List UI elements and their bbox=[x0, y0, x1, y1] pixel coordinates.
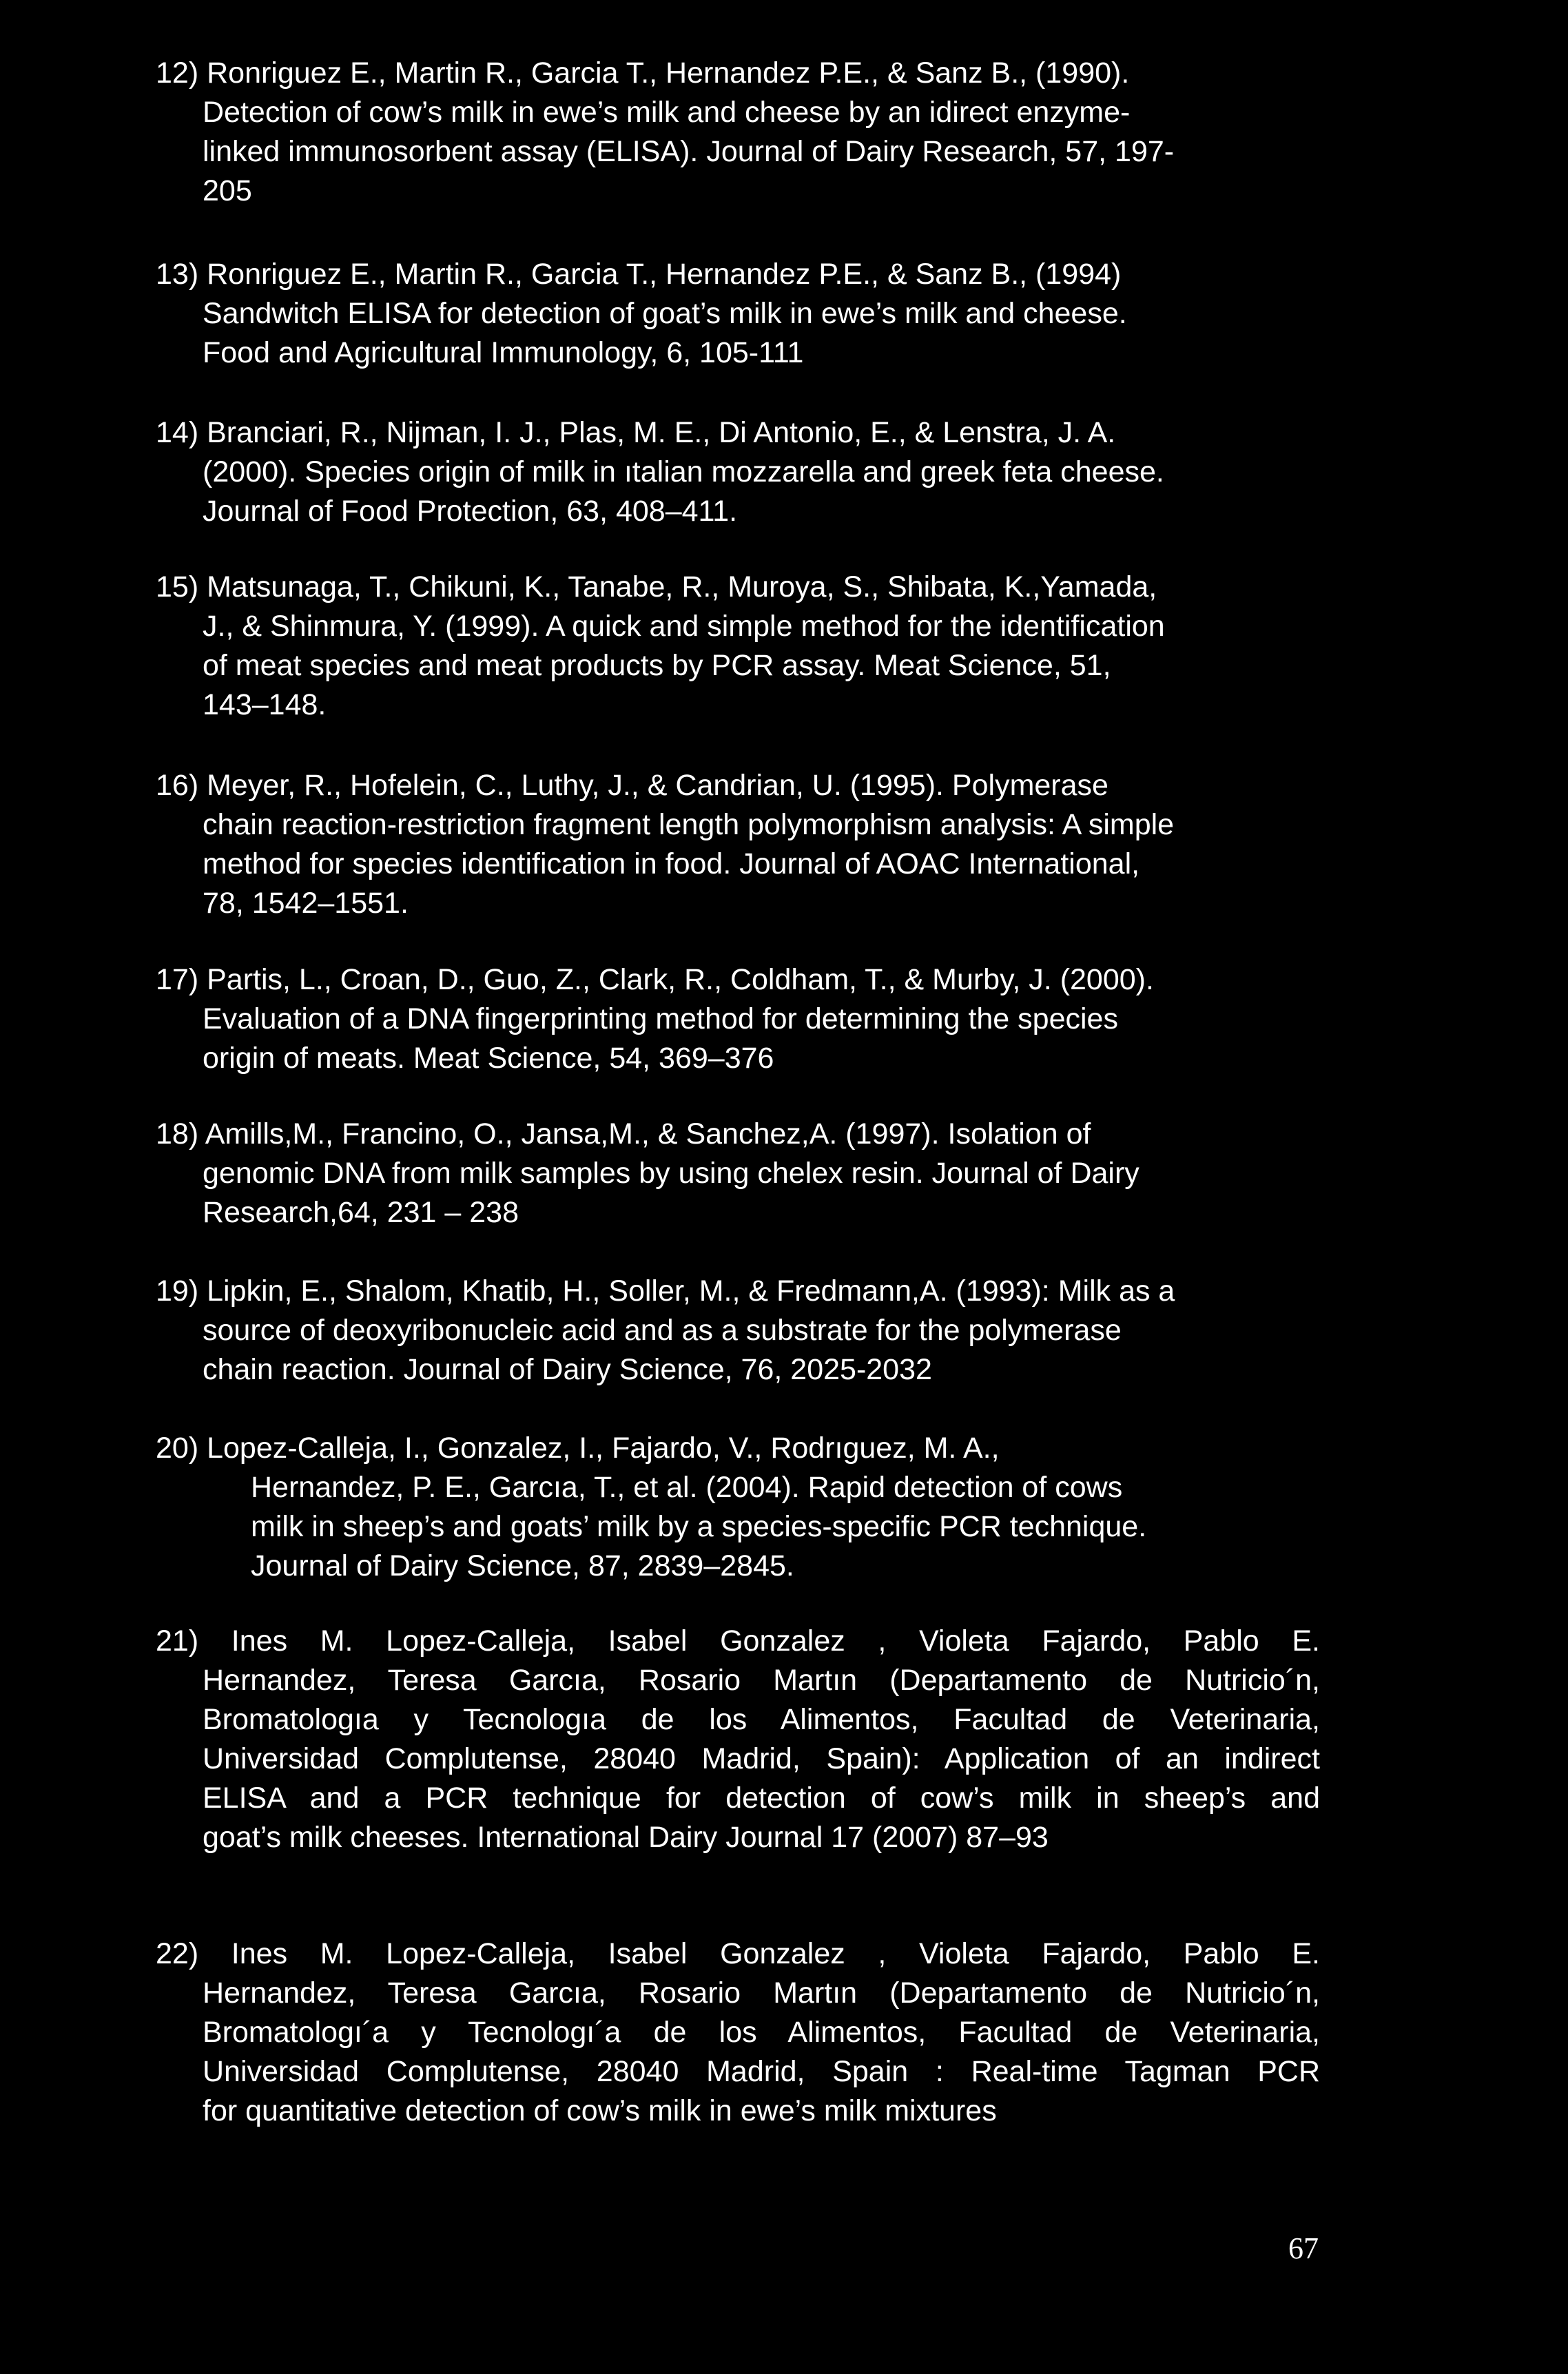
reference-14 bbox=[156, 413, 1341, 531]
reference-line: 15) Matsunaga, T., Chikuni, K., Tanabe, R., Muroya, S., Shibata, K.,Yamada, bbox=[156, 570, 1157, 603]
reference-line: source of deoxyribonucleic acid and as a substrate for the polymerase bbox=[203, 1314, 1122, 1347]
reference-line: goat’s milk cheeses. International Dairy Journal 17 (2007) 87–93 bbox=[203, 1821, 1049, 1854]
reference-line: of meat species and meat products by PCR assay. Meat Science, 51, bbox=[203, 649, 1111, 682]
reference-line: J., & Shinmura, Y. (1999). A quick and simple method for the identification bbox=[203, 610, 1165, 643]
reference-21 bbox=[156, 1622, 1341, 1857]
reference-line: for quantitative detection of cow’s milk in ewe’s milk mixtures bbox=[203, 2094, 997, 2127]
reference-15 bbox=[156, 568, 1341, 725]
reference-line: Universidad Complutense, 28040 Madrid, Spain): Application of an indirect bbox=[203, 1742, 1320, 1775]
reference-line: chain reaction-restriction fragment length polymorphism analysis: A simple bbox=[203, 808, 1175, 841]
reference-line: milk in sheep’s and goats’ milk by a species-specific PCR technique. bbox=[251, 1510, 1147, 1543]
reference-line: Bromatologıa y Tecnologıa de los Alimentos, Facultad de Veterinaria, bbox=[203, 1703, 1320, 1736]
reference-line: Sandwitch ELISA for detection of goat’s milk in ewe’s milk and cheese. bbox=[203, 297, 1127, 330]
reference-line: 16) Meyer, R., Hofelein, C., Luthy, J., & Candrian, U. (1995). Polymerase bbox=[156, 769, 1108, 802]
reference-line: linked immunosorbent assay (ELISA). Journal of Dairy Research, 57, 197- bbox=[203, 135, 1175, 168]
reference-line: 20) Lopez-Calleja, I., Gonzalez, I., Fajardo, V., Rodrıguez, M. A., bbox=[156, 1432, 1000, 1465]
reference-line: Universidad Complutense, 28040 Madrid, Spain : Real-time Tagman PCR bbox=[203, 2055, 1320, 2088]
page-number: 67 bbox=[1288, 2231, 1319, 2265]
reference-12 bbox=[156, 54, 1341, 211]
reference-line: 18) Amills,M., Francino, O., Jansa,M., & Sanchez,A. (1997). Isolation of bbox=[156, 1117, 1091, 1150]
reference-line: Detection of cow’s milk in ewe’s milk and cheese by an idirect enzyme- bbox=[203, 96, 1131, 129]
reference-line: 19) Lipkin, E., Shalom, Khatib, H., Soller, M., & Fredmann,A. (1993): Milk as a bbox=[156, 1274, 1175, 1308]
reference-17 bbox=[156, 960, 1341, 1078]
reference-19 bbox=[156, 1272, 1341, 1390]
reference-line: Hernandez, Teresa Garcıa, Rosario Martın (Departamento de Nutricio´n, bbox=[203, 1664, 1320, 1697]
reference-line: 143–148. bbox=[203, 688, 327, 721]
reference-22 bbox=[156, 1934, 1341, 2131]
reference-line: chain reaction. Journal of Dairy Science, 76, 2025-2032 bbox=[203, 1353, 932, 1386]
reference-line: genomic DNA from milk samples by using chelex resin. Journal of Dairy bbox=[203, 1157, 1139, 1190]
reference-line: Food and Agricultural Immunology, 6, 105-111 bbox=[203, 336, 804, 369]
reference-line: Research,64, 231 – 238 bbox=[203, 1196, 519, 1229]
reference-line: Hernandez, Teresa Garcıa, Rosario Martın (Departamento de Nutricio´n, bbox=[203, 1976, 1320, 2010]
reference-16 bbox=[156, 766, 1341, 923]
reference-line: 22) Ines M. Lopez-Calleja, Isabel Gonzalez , Violeta Fajardo, Pablo E. bbox=[156, 1937, 1320, 1970]
reference-line: Journal of Dairy Science, 87, 2839–2845. bbox=[251, 1549, 794, 1582]
reference-line: Evaluation of a DNA fingerprinting method for determining the species bbox=[203, 1002, 1118, 1035]
reference-line: Journal of Food Protection, 63, 408–411. bbox=[203, 495, 738, 528]
reference-line: origin of meats. Meat Science, 54, 369–376 bbox=[203, 1042, 774, 1075]
reference-line: 21) Ines M. Lopez-Calleja, Isabel Gonzalez , Violeta Fajardo, Pablo E. bbox=[156, 1624, 1320, 1658]
reference-line: 13) Ronriguez E., Martin R., Garcia T., Hernandez P.E., & Sanz B., (1994) bbox=[156, 258, 1122, 291]
reference-line: 78, 1542–1551. bbox=[203, 887, 409, 920]
reference-line: (2000). Species origin of milk in ıtalian mozzarella and greek feta cheese. bbox=[203, 455, 1164, 488]
reference-line: 205 bbox=[203, 174, 252, 207]
reference-line: 17) Partis, L., Croan, D., Guo, Z., Clark, R., Coldham, T., & Murby, J. (2000). bbox=[156, 963, 1154, 996]
reference-13 bbox=[156, 255, 1341, 373]
reference-18 bbox=[156, 1115, 1341, 1232]
reference-line: ELISA and a PCR technique for detection of cow’s milk in sheep’s and bbox=[203, 1782, 1320, 1815]
reference-line: 12) Ronriguez E., Martin R., Garcia T., Hernandez P.E., & Sanz B., (1990). bbox=[156, 56, 1130, 90]
reference-line: Hernandez, P. E., Garcıa, T., et al. (2004). Rapid detection of cows bbox=[251, 1471, 1123, 1504]
reference-line: method for species identification in food. Journal of AOAC International, bbox=[203, 847, 1140, 880]
reference-line: Bromatologı´a y Tecnologı´a de los Alimentos, Facultad de Veterinaria, bbox=[203, 2016, 1320, 2049]
reference-20 bbox=[156, 1429, 1341, 1586]
reference-line: 14) Branciari, R., Nijman, I. J., Plas, M. E., Di Antonio, E., & Lenstra, J. A. bbox=[156, 416, 1116, 449]
